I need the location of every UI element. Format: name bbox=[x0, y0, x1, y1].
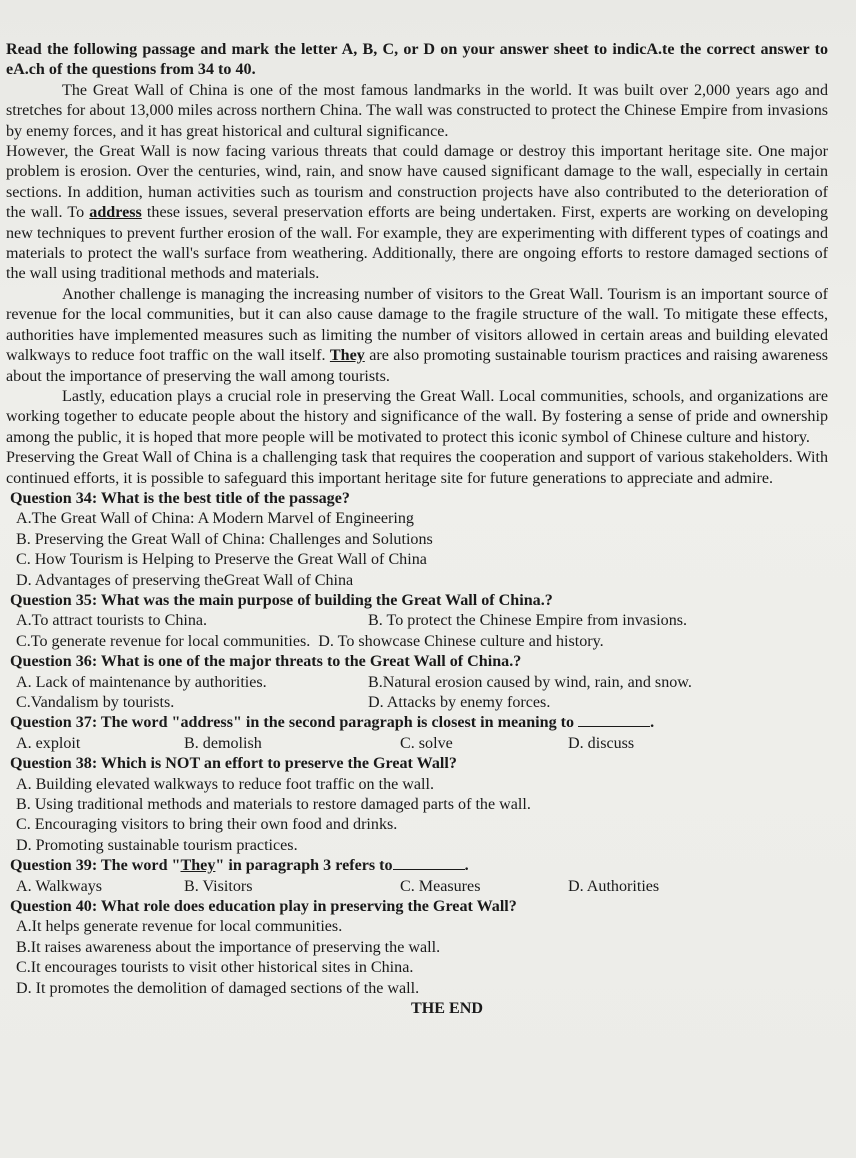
question-39-stem: Question 39: The word "They" in paragraph 3 refers to . bbox=[10, 857, 469, 875]
underlined-word-they: They bbox=[329, 347, 365, 365]
question-34-option-c[interactable]: C. How Tourism is Helping to Preserve the Great Wall of China bbox=[16, 551, 427, 569]
question-39-option-a[interactable]: A. Walkways bbox=[16, 877, 103, 895]
question-40-option-a[interactable]: A.It helps generate revenue for local communities. bbox=[16, 918, 343, 936]
question-39-option-d[interactable]: D. Authorities bbox=[568, 877, 660, 895]
question-36-option-d[interactable]: D. Attacks by enemy forces. bbox=[368, 694, 551, 711]
question-39-blank bbox=[393, 857, 465, 870]
question-38-stem: Question 38: Which is NOT an effort to preserve the Great Wall? bbox=[10, 755, 457, 773]
question-35-row-1 bbox=[6, 611, 828, 631]
question-34-option-a[interactable]: A.The Great Wall of China: A Modern Marvel of Engineering bbox=[16, 510, 414, 528]
question-37-blank bbox=[578, 714, 650, 727]
question-37-stem-text: Question 37: The word "address" in the second paragraph is closest in meaning to bbox=[10, 714, 575, 732]
question-37-stem: Question 37: The word "address" in the second paragraph is closest in meaning to . bbox=[10, 714, 655, 732]
question-40-option-c[interactable]: C.It encourages tourists to visit other historical sites in China. bbox=[16, 959, 414, 977]
paragraph-3 bbox=[6, 285, 828, 387]
paragraph-2 bbox=[6, 142, 828, 285]
question-35-option-c[interactable]: C.To generate revenue for local communities. bbox=[16, 632, 311, 650]
question-38-option-a[interactable]: A. Building elevated walkways to reduce foot traffic on the wall. bbox=[16, 775, 435, 793]
question-37-row bbox=[6, 734, 828, 754]
paragraph-2-text-a: However, the Great Wall is now facing various threats that could damage or destroy this important heritage site. One major problem is erosion. Over the centuries, wind, rain, and snow have caused significant damage to the wall, especially in certain sections. In addition, human activities such as tourism and construction projects have also contributed to the deterioration of the wall. To bbox=[6, 143, 828, 222]
paragraph-4: Lastly, education plays a crucial role in preserving the Great Wall. Local communities, schools, and organizations are working together to educate people about the history and significance of the wall. By fostering a sense of pride and ownership among the public, it is hoped that more people will be motivated to protect this iconic symbol of Chinese culture and history. bbox=[6, 387, 828, 446]
question-36-row-1 bbox=[6, 673, 828, 693]
question-35-option-b[interactable]: B. To protect the Chinese Empire from invasions. bbox=[368, 612, 688, 630]
question-36-option-c[interactable]: C.Vandalism by tourists. bbox=[16, 694, 175, 711]
question-40-option-b[interactable]: B.It raises awareness about the importance of preserving the wall. bbox=[16, 938, 441, 956]
question-39-option-b[interactable]: B. Visitors bbox=[184, 877, 253, 895]
paragraph-5: Preserving the Great Wall of China is a challenging task that requires the cooperation and support of various stakeholders. With continued efforts, it is possible to safeguard this important heritage site for future generations to appreciate and admire. bbox=[6, 449, 828, 487]
question-37-option-a[interactable]: A. exploit bbox=[16, 734, 81, 752]
paragraph-3-text-b: are also promoting sustainable tourism practices and raising awareness about the importance of preserving the wall among tourists. bbox=[6, 347, 828, 385]
paragraph-2-text-b: these issues, several preservation efforts are being undertaken. First, experts are working on developing new techniques to prevent further erosion of the wall. For example, they are experimenting with different types of coatings and materials to protect the wall's surface from weathering. Additionally, there are ongoing efforts to restore damaged sections of the wall using traditional methods and materials. bbox=[6, 204, 828, 283]
question-35-stem: Question 35: What was the main purpose of building the Great Wall of China.? bbox=[10, 591, 553, 609]
question-39-stem-text-a: Question 39: The word " bbox=[10, 857, 181, 875]
question-35-option-d[interactable]: D. To showcase Chinese culture and history. bbox=[318, 632, 604, 650]
question-38-option-b[interactable]: B. Using traditional methods and materials to restore damaged parts of the wall. bbox=[16, 796, 531, 814]
question-40-stem: Question 40: What role does education play in preserving the Great Wall? bbox=[10, 898, 517, 916]
end-marker: THE END bbox=[411, 1000, 483, 1018]
question-35-row-2 bbox=[6, 632, 828, 652]
question-37-option-b[interactable]: B. demolish bbox=[184, 734, 262, 752]
underlined-word-address: address bbox=[89, 204, 142, 222]
question-40-option-d[interactable]: D. It promotes the demolition of damaged sections of the wall. bbox=[16, 979, 420, 997]
question-38-option-c[interactable]: C. Encouraging visitors to bring their own food and drinks. bbox=[16, 816, 398, 834]
question-37-option-c[interactable]: C. solve bbox=[400, 734, 453, 752]
paragraph-1: The Great Wall of China is one of the most famous landmarks in the world. It was built over 2,000 years ago and stretches for about 13,000 miles across northern China. The wall was constructed to protect the Chinese Empire from invasions by enemy forces, and it has great historical and cultural significance. bbox=[6, 81, 828, 140]
question-36-option-a[interactable]: A. Lack of maintenance by authorities. bbox=[16, 673, 267, 691]
question-39-option-c[interactable]: C. Measures bbox=[400, 877, 481, 895]
question-34-option-d[interactable]: D. Advantages of preserving theGreat Wall of China bbox=[16, 571, 354, 589]
question-36-stem: Question 36: What is one of the major threats to the Great Wall of China.? bbox=[10, 653, 522, 671]
instructions: Read the following passage and mark the letter A, B, C, or D on your answer sheet to indicA.te the correct answer to eA.ch of the questions from 34 to 40. bbox=[6, 41, 828, 79]
question-38-option-d[interactable]: D. Promoting sustainable tourism practices. bbox=[16, 836, 298, 854]
question-39-row bbox=[6, 877, 828, 897]
question-36-option-b[interactable]: B.Natural erosion caused by wind, rain, and snow. bbox=[368, 673, 692, 691]
question-34-option-b[interactable]: B. Preserving the Great Wall of China: Challenges and Solutions bbox=[16, 530, 433, 548]
question-36-row-2 bbox=[6, 693, 828, 713]
paragraph-3-text-a: Another challenge is managing the increasing number of visitors to the Great Wall. Tourism is an important source of revenue for the local communities, but it can also cause damage to the fragile structure of the wall. To mitigate these effects, authorities have implemented measures such as limiting the number of visitors allowed in certain areas and building elevated walkways to reduce foot traffic on the wall itself. bbox=[6, 285, 828, 365]
question-37-option-d[interactable]: D. discuss bbox=[568, 734, 635, 752]
question-34-stem: Question 34: What is the best title of the passage? bbox=[10, 489, 350, 507]
question-39-underlined-word: They bbox=[180, 857, 216, 875]
question-39-stem-text-b: " in paragraph 3 refers to bbox=[215, 857, 393, 875]
question-35-option-a[interactable]: A.To attract tourists to China. bbox=[16, 612, 208, 630]
